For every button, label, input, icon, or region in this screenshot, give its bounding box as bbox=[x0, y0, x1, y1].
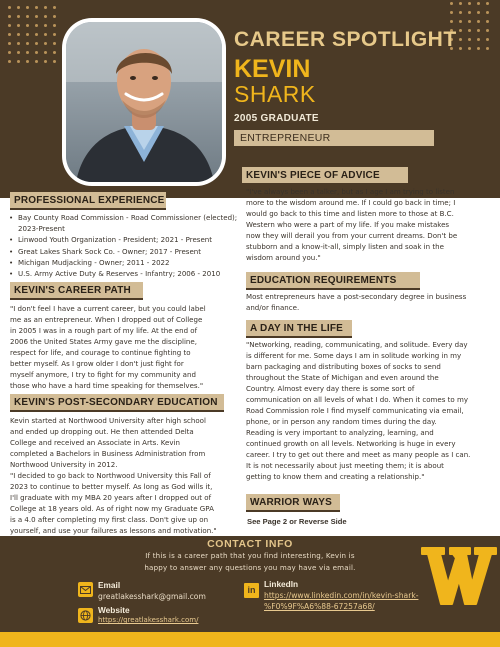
text-line: Most entrepreneurs have a post-secondary degree in business bbox=[246, 292, 467, 301]
text-line: I'll graduate with my MBA 20 years after I dropped out of bbox=[10, 493, 212, 502]
text-line: If this is a career path that you find interesting, Kevin is bbox=[145, 551, 355, 560]
link-line: %F0%9F%A6%88-67257a68/ bbox=[264, 602, 375, 611]
text-line: Northwood University in 2012. bbox=[10, 460, 118, 469]
dot bbox=[53, 42, 56, 45]
post-secondary-heading: KEVIN'S POST-SECONDARY EDUCATION bbox=[10, 394, 224, 412]
warrior-heading: WARRIOR WAYS bbox=[246, 494, 340, 512]
dot bbox=[53, 33, 56, 36]
website-label: Website bbox=[98, 605, 130, 615]
email-label: Email bbox=[98, 580, 121, 590]
link-line: https://www.linkedin.com/in/kevin-shark- bbox=[264, 591, 419, 600]
text-line: continued growth on all levels. Networking is huge in every bbox=[246, 439, 456, 448]
text-line: stubborn and a know-it-all, simply listen and soak in the bbox=[246, 242, 444, 251]
warrior-note: See Page 2 or Reverse Side bbox=[247, 517, 347, 526]
text-line: "I've always been a talker, but as I age I am trying to listen bbox=[246, 187, 455, 196]
dot bbox=[468, 20, 471, 23]
dot bbox=[26, 24, 29, 27]
list-item: • Bay County Road Commission - Road Commissioner (elected); 2023-Present bbox=[18, 212, 243, 234]
list-item: • Linwood Youth Organization - President; 2021 - Present bbox=[18, 234, 243, 245]
text-line: is a 4.0 after completing my first class. Don't give up on bbox=[10, 515, 209, 524]
dot bbox=[35, 6, 38, 9]
dot bbox=[486, 20, 489, 23]
text-line: and ended up dropping out. He then attended Delta bbox=[10, 427, 194, 436]
page-title: CAREER SPOTLIGHT bbox=[234, 28, 457, 51]
dot bbox=[468, 11, 471, 14]
dot bbox=[17, 24, 20, 27]
text-line: happy to answer any questions you may have via email. bbox=[144, 562, 356, 572]
email-icon bbox=[78, 582, 93, 597]
dot bbox=[26, 42, 29, 45]
linkedin-link[interactable] bbox=[264, 590, 418, 612]
dot bbox=[26, 33, 29, 36]
portrait-photo bbox=[66, 22, 222, 182]
day-text bbox=[246, 339, 498, 482]
advice-text bbox=[246, 186, 496, 263]
website-link[interactable]: https://greatlakesshark.com/ bbox=[98, 616, 199, 624]
list-item: • U.S. Army Active Duty & Reserves - Infantry; 2006 - 2010 bbox=[18, 268, 243, 279]
dot bbox=[450, 20, 453, 23]
dot bbox=[44, 33, 47, 36]
dot bbox=[17, 60, 20, 63]
footer-gold-bar bbox=[0, 632, 500, 647]
dot bbox=[17, 42, 20, 45]
dot bbox=[8, 24, 11, 27]
career-path-heading: KEVIN'S CAREER PATH bbox=[10, 282, 143, 300]
text-line: career. I try to get out there and meet as many people as I can. bbox=[246, 450, 471, 459]
text-line: me as an entrepreneur. When I dropped out of College bbox=[10, 315, 203, 324]
text-line: yourself, and use your failures as lessons and motivation." bbox=[10, 526, 217, 535]
contact-heading: CONTACT INFO bbox=[207, 538, 293, 550]
text-line: phone, or in person any random times during the day. bbox=[246, 417, 437, 426]
text-line: Kevin started at Northwood University after high school bbox=[10, 416, 206, 425]
experience-list bbox=[18, 212, 243, 279]
text-line: "I decided to go back to Northwood University this Fall of bbox=[10, 471, 211, 480]
dot bbox=[26, 15, 29, 18]
text-line: 2023 to continue to better myself. As long as God wills it, bbox=[10, 482, 213, 491]
dot bbox=[477, 11, 480, 14]
dot bbox=[53, 60, 56, 63]
advice-heading: KEVIN'S PIECE OF ADVICE bbox=[242, 167, 408, 185]
linkedin-label: LinkedIn bbox=[264, 579, 299, 589]
school-w-logo bbox=[420, 542, 498, 608]
dot bbox=[17, 6, 20, 9]
email-address[interactable]: greatlakesshark@gmail.com bbox=[98, 592, 206, 601]
text-line: is different for me. Some days I am in solitude working in my bbox=[246, 351, 462, 360]
dot bbox=[35, 24, 38, 27]
dot bbox=[35, 60, 38, 63]
dot bbox=[477, 20, 480, 23]
portrait-frame bbox=[62, 18, 226, 186]
dot bbox=[53, 51, 56, 54]
text-line: communication on all levels of what I do. When it comes to my bbox=[246, 395, 469, 404]
dot bbox=[468, 2, 471, 5]
dot bbox=[17, 51, 20, 54]
text-line: respect for life, and courage to continue fighting to bbox=[10, 348, 191, 357]
dot bbox=[8, 51, 11, 54]
dot bbox=[44, 42, 47, 45]
dot bbox=[44, 51, 47, 54]
text-line: now they will derail you from your current dreams. Don't be bbox=[246, 231, 458, 240]
text-line: Western who were a part of my life. If you make mistakes bbox=[246, 220, 450, 229]
first-name: KEVIN bbox=[234, 55, 311, 83]
dot bbox=[8, 42, 11, 45]
text-line: those who have a hard time speaking for themselves." bbox=[10, 381, 204, 390]
text-line: more to the wisdom around me. If I could go back in time; I bbox=[246, 198, 456, 207]
text-line: Road Commission role I find myself communicating via email, bbox=[246, 406, 464, 415]
dot bbox=[44, 24, 47, 27]
text-line: throughout the State of Michigan and even around the bbox=[246, 373, 439, 382]
last-name: SHARK bbox=[234, 81, 316, 107]
dot bbox=[8, 33, 11, 36]
text-line: "Networking, reading, communicating, and solitude. Every day bbox=[246, 340, 468, 349]
dot bbox=[8, 15, 11, 18]
text-line: It is not necessarily about just meeting them; it is about bbox=[246, 461, 444, 470]
dot bbox=[8, 6, 11, 9]
dot bbox=[486, 11, 489, 14]
dot bbox=[459, 2, 462, 5]
contact-intro bbox=[112, 550, 388, 573]
dot bbox=[35, 42, 38, 45]
dot bbox=[477, 2, 480, 5]
dot bbox=[44, 60, 47, 63]
dot bbox=[8, 60, 11, 63]
text-line: getting to know them and creating a relationship." bbox=[246, 472, 425, 481]
dot bbox=[450, 11, 453, 14]
dot bbox=[53, 6, 56, 9]
text-line: wisdom around you." bbox=[246, 253, 321, 262]
globe-icon bbox=[78, 608, 93, 623]
dot bbox=[53, 24, 56, 27]
career-path-text bbox=[10, 303, 242, 391]
text-line: myself anymore, I try to fight for my community and bbox=[10, 370, 196, 379]
graduation-year: 2005 GRADUATE bbox=[234, 113, 319, 124]
dot bbox=[35, 51, 38, 54]
dot bbox=[17, 15, 20, 18]
text-line: College at 18 years old. As of right now my Graduate GPA bbox=[10, 504, 214, 513]
text-line: College and received an Associate in Arts. Kevin bbox=[10, 438, 180, 447]
text-line: would go back to this time and listen more to those at B.C. bbox=[246, 209, 454, 218]
dot bbox=[459, 11, 462, 14]
text-line: Country. Almost every day there is some sort of bbox=[246, 384, 415, 393]
text-line: Reading is very important to analyzing, learning, and bbox=[246, 428, 434, 437]
post-secondary-text bbox=[10, 415, 246, 536]
dot bbox=[486, 2, 489, 5]
dot-pattern bbox=[8, 6, 68, 76]
dot bbox=[17, 33, 20, 36]
dot bbox=[26, 60, 29, 63]
text-line: "I don't feel I have a current career, but you could label bbox=[10, 304, 206, 313]
text-line: completed a Bachelors in Business Administration from bbox=[10, 449, 206, 458]
education-heading: EDUCATION REQUIREMENTS bbox=[246, 272, 420, 290]
linkedin-icon: in bbox=[244, 583, 259, 598]
occupation-label: ENTREPRENEUR bbox=[234, 130, 434, 146]
dot bbox=[53, 15, 56, 18]
list-item: • Michigan Mudjacking - Owner; 2011 - 2022 bbox=[18, 257, 243, 268]
text-line: better myself. As I grow older I don't just fight for bbox=[10, 359, 184, 368]
education-text bbox=[246, 291, 498, 313]
dot bbox=[44, 15, 47, 18]
dot bbox=[26, 51, 29, 54]
dot bbox=[450, 2, 453, 5]
text-line: barn packaging and distributing boxes of socks to send bbox=[246, 362, 441, 371]
list-item: • Great Lakes Shark Sock Co. - Owner; 2017 - Present bbox=[18, 246, 243, 257]
text-line: in 2005 I was in a rough part of my life. At the end of bbox=[10, 326, 198, 335]
text-line: and/or finance. bbox=[246, 303, 300, 312]
title-block bbox=[234, 28, 494, 146]
experience-heading: PROFESSIONAL EXPERIENCE bbox=[10, 192, 166, 210]
dot bbox=[35, 33, 38, 36]
dot bbox=[35, 15, 38, 18]
text-line: 2006 the United States Army gave me the discipline, bbox=[10, 337, 197, 346]
dot bbox=[459, 20, 462, 23]
dot bbox=[44, 6, 47, 9]
day-heading: A DAY IN THE LIFE bbox=[246, 320, 352, 338]
dot bbox=[26, 6, 29, 9]
